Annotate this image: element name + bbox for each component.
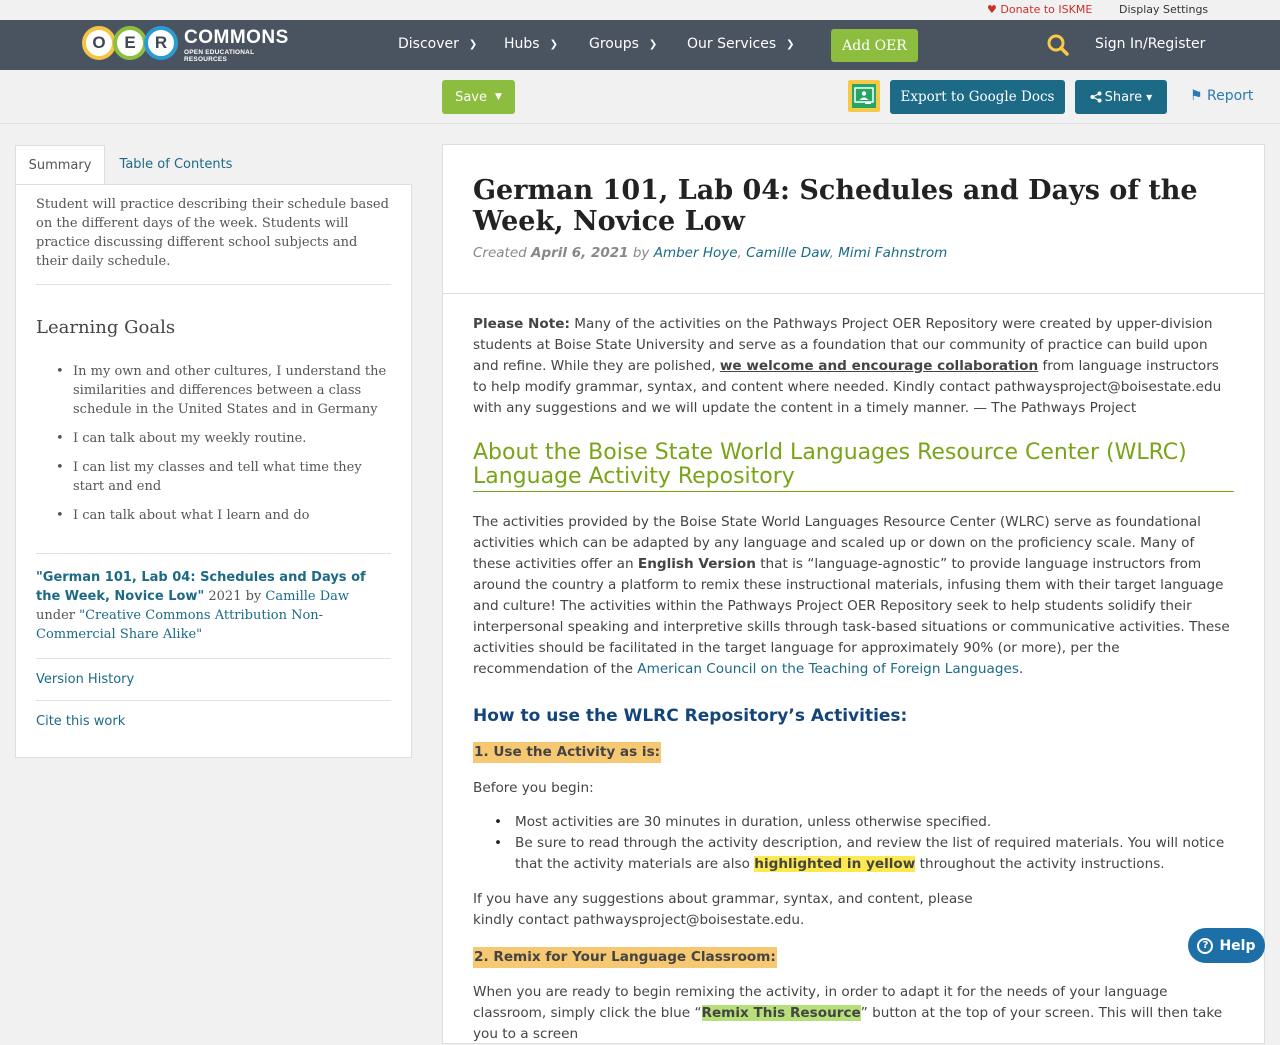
bullet-text: Be sure to read through the activity description, and review the list of required materials. You will notice that the activity materials are also (515, 835, 1225, 872)
chevron-down-icon: ❯ (648, 39, 658, 50)
sidebar-tabs (15, 145, 412, 184)
add-oer-button[interactable]: Add OER (831, 29, 918, 62)
collaboration-emphasis: we welcome and encourage collaboration (719, 358, 1039, 374)
about-text-end: . (1018, 661, 1024, 677)
sign-in-register-link[interactable]: Sign In/Register (1095, 36, 1206, 52)
created-label: Created (473, 245, 527, 261)
donate-link[interactable] (987, 3, 1092, 16)
flag-icon: ⚑ (1190, 88, 1203, 104)
oer-commons-logo[interactable] (82, 25, 292, 61)
summary-panel (15, 184, 412, 758)
logo-subtitle: OPEN EDUCATIONAL RESOURCES (184, 49, 255, 63)
donate-label: Donate to ISKME (1000, 3, 1093, 16)
remix-highlight: Remix This Resource (701, 1005, 861, 1021)
before-you-begin: Before you begin: (473, 780, 594, 796)
logo-letter-r: R (144, 26, 178, 60)
note-text: from language instructors to help modify grammar, syntax, and content where needed. Kindly contact pathwaysproject@boisestate.edu with any suggestions and we will update the content in a timely manner. — The Pathways Project (473, 358, 1222, 416)
tab-summary[interactable]: Summary (15, 145, 105, 184)
note-paragraph (473, 314, 1234, 419)
license-link[interactable]: "Creative Commons Attribution Non-Commercial Share Alike" (36, 608, 324, 642)
resource-header (443, 145, 1264, 294)
nav-our-services[interactable] (687, 36, 795, 52)
caret-down-icon: ▼ (1146, 92, 1153, 102)
chevron-down-icon: ❯ (786, 39, 795, 50)
display-settings-link[interactable]: Display Settings (1119, 3, 1209, 16)
attribution-under: under (36, 608, 75, 623)
bullet-text: throughout the activity instructions. (915, 856, 1165, 872)
share-icon (1090, 91, 1102, 103)
resource-body (443, 294, 1264, 1045)
about-heading: About the Boise State World Languages Resource Center (WLRC) Language Activity Repository (473, 441, 1234, 492)
search-icon[interactable] (1046, 33, 1070, 57)
author-link[interactable]: Amber Hoye (653, 245, 738, 261)
attribution-author-link[interactable]: Camille Daw (265, 589, 350, 604)
note-text: Many of the activities on the Pathways Project OER Repository were created by upper-division students at Boise State University and serve as a foundation that our community of practice can build upon and refine. While they are polished, (473, 316, 1213, 374)
sidebar (15, 145, 412, 758)
help-label: Help (1219, 937, 1256, 954)
list-item: • Most activities are 30 minutes in duration, unless otherwise specified. (494, 812, 1234, 833)
caret-down-icon: ▼ (495, 92, 502, 102)
report-button[interactable] (1190, 88, 1253, 104)
share-button[interactable] (1075, 80, 1167, 114)
suggestions-paragraph: If you have any suggestions about grammar, syntax, and content, please kindly contact pathwaysproject@boisestate.edu. (473, 891, 973, 928)
resource-content (442, 144, 1265, 1044)
attribution-year-by: 2021 by (208, 589, 262, 604)
question-icon: ? (1197, 938, 1213, 954)
step-one-heading: 1. Use the Activity as is: (473, 742, 661, 763)
heart-icon: ♥ (987, 3, 997, 16)
share-label: Share (1104, 89, 1143, 105)
list-item: • I can list my classes and tell what time they start and end (56, 458, 391, 496)
help-button[interactable] (1188, 928, 1265, 963)
main-navbar (0, 20, 1280, 70)
author-link[interactable]: Camille Daw (746, 245, 830, 261)
logo-letter-o: O (82, 26, 116, 60)
list-item: • In my own and other cultures, I understand the similarities and differences between a class schedule in the United States and in Germany (56, 362, 391, 419)
attribution-block (36, 554, 391, 659)
how-to-use-heading: How to use the WLRC Repository’s Activities: (473, 706, 908, 726)
save-label: Save (455, 89, 487, 105)
logo-word: COMMONS (184, 27, 289, 48)
nav-label: Discover (398, 36, 459, 52)
english-version-emphasis: English Version (637, 556, 756, 572)
actfl-link[interactable]: American Council on the Teaching of Foreign Languages (637, 661, 1019, 677)
author-link[interactable]: Mimi Fahnstrom (838, 245, 948, 261)
report-label: Report (1207, 88, 1254, 104)
nav-label: Our Services (687, 36, 777, 52)
nav-discover[interactable] (398, 36, 477, 52)
nav-hubs[interactable] (504, 36, 558, 52)
note-label: Please Note: (473, 316, 570, 332)
remix-text: ” button at the top of your screen. This will then take you to a screen (473, 1005, 1223, 1042)
google-classroom-button[interactable] (848, 80, 880, 112)
google-classroom-icon (852, 84, 876, 108)
step-two-heading: 2. Remix for Your Language Classroom: (473, 947, 777, 968)
logo-letter-e: E (113, 26, 147, 60)
by-label: by (632, 245, 650, 261)
attribution-title-link[interactable]: "German 101, Lab 04: Schedules and Days of the Week, Novice Low" (36, 570, 366, 604)
page-title: German 101, Lab 04: Schedules and Days of the Week, Novice Low (473, 175, 1198, 237)
remix-paragraph (473, 982, 1234, 1045)
chevron-down-icon: ❯ (468, 39, 478, 50)
utility-bar (0, 0, 1280, 20)
cite-this-work-link[interactable]: Cite this work (36, 714, 126, 729)
resource-action-bar (0, 70, 1280, 124)
resource-summary: Student will practice describing their schedule based on the different days of the week. Students will practice discussing different school subjects and their daily schedule. (36, 195, 391, 285)
created-date: April 6, 2021 (531, 245, 629, 261)
remix-text: When you are ready to begin remixing the activity, in order to adapt it for the needs of your language classroom, simply click the blue “ (473, 984, 1168, 1021)
nav-groups[interactable] (589, 36, 657, 52)
learning-goals-title: Learning Goals (36, 317, 176, 338)
nav-label: Groups (589, 36, 639, 52)
highlighted-text: highlighted in yellow (754, 856, 916, 872)
list-item: • I can talk about what I learn and do (56, 506, 391, 525)
about-text: that is “language-agnostic” to provide language instructors from around the country a platform to remix these instructional materials, infusing them with their target language and culture! The activities within the Pathways Project OER Repository seek to help students solidify their interpersonal speaking and interpretive skills through task-based situations or communicative activities. These activities should be facilitated in the target language for approximately 90% (or more), per the recommendation of the (473, 556, 1230, 677)
list-item (494, 833, 1234, 875)
about-text: The activities provided by the Boise State World Languages Resource Center (WLRC) serve as foundational activities which can be adapted by any language and scaled up or down on the proficiency scale. Many of these activities offer an (473, 514, 1201, 572)
byline: Created April 6, 2021 by Amber Hoye, Camille Daw, Mimi Fahnstrom (473, 245, 948, 261)
save-button[interactable] (442, 80, 515, 114)
export-google-docs-button[interactable]: Export to Google Docs (890, 80, 1065, 114)
instructions-list (473, 812, 1234, 875)
about-paragraph (473, 512, 1234, 680)
chevron-down-icon: ❯ (549, 39, 558, 50)
list-item: • I can talk about my weekly routine. (56, 429, 391, 448)
version-history-link[interactable]: Version History (36, 659, 391, 701)
tab-table-of-contents[interactable]: Table of Contents (119, 157, 233, 172)
nav-label: Hubs (504, 36, 540, 52)
learning-goals-list (36, 362, 391, 525)
